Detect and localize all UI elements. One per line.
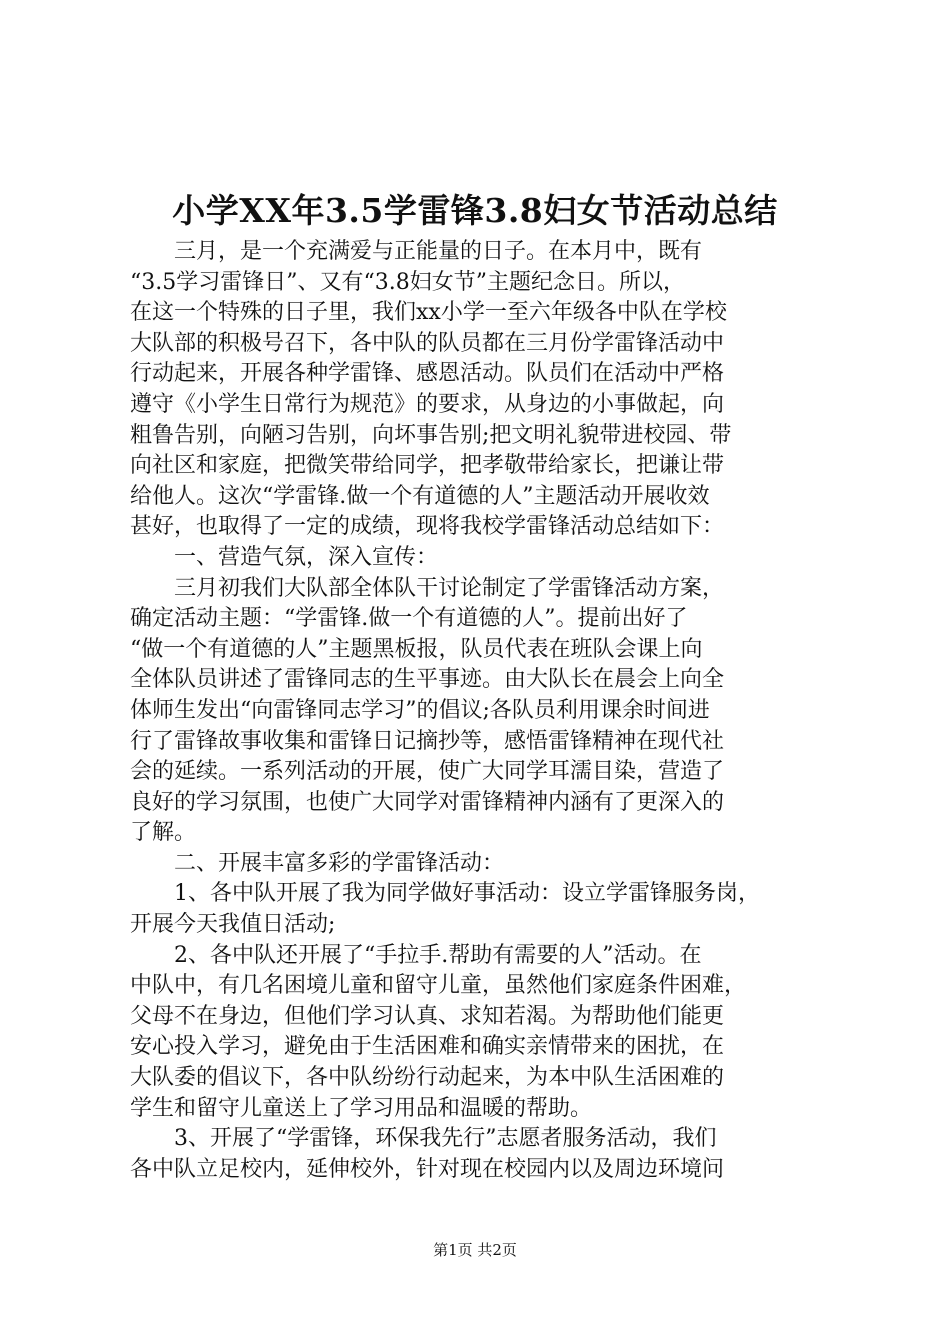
body-line: 3、开展了“学雷锋，环保我先行”志愿者服务活动，我们 — [130, 1126, 717, 1152]
document-body — [130, 237, 830, 1185]
body-line: 行了雷锋故事收集和雷锋日记摘抄等，感悟雷锋精神在现代社 — [130, 728, 725, 754]
section-heading: 二、开展丰富多彩的学雷锋活动： — [130, 850, 505, 876]
body-line: 父母不在身边，但他们学习认真、求知若渴。为帮助他们能更 — [130, 1003, 725, 1029]
body-line: 中队中，有几名困境儿童和留守儿童，虽然他们家庭条件困难， — [130, 973, 747, 999]
page-footer: 第1页 共2页 — [433, 1241, 517, 1259]
body-line: 三月，是一个充满爱与正能量的日子。在本月中，既有 — [130, 239, 703, 264]
body-line: 粗鲁告别，向陋习告别，向坏事告别;把文明礼貌带进校园、带 — [130, 422, 732, 448]
body-line: 给他人。这次“学雷锋.做一个有道德的人”主题活动开展收效 — [130, 483, 710, 509]
body-line: 遵守《小学生日常行为规范》的要求，从身边的小事做起，向 — [130, 391, 725, 417]
body-line: 甚好，也取得了一定的成绩，现将我校学雷锋活动总结如下： — [130, 514, 725, 540]
body-line: 体师生发出“向雷锋同志学习”的倡议;各队员利用课余时间进 — [130, 697, 710, 723]
body-line: 在这一个特殊的日子里，我们xx小学一至六年级各中队在学校 — [130, 300, 727, 326]
body-line: 确定活动主题：“学雷锋.做一个有道德的人”。提前出好了 — [130, 606, 688, 632]
body-line: “做一个有道德的人”主题黑板报，队员代表在班队会课上向 — [130, 636, 703, 662]
body-line: 1、各中队开展了我为同学做好事活动：设立学雷锋服务岗， — [130, 881, 760, 907]
body-line: 全体队员讲述了雷锋同志的生平事迹。由大队长在晨会上向全 — [130, 667, 725, 693]
body-line: 三月初我们大队部全体队干讨论制定了学雷锋活动方案， — [130, 575, 725, 601]
body-line: 开展今天我值日活动; — [130, 912, 336, 938]
body-line: 行动起来，开展各种学雷锋、感恩活动。队员们在活动中严格 — [130, 361, 725, 387]
body-line: 安心投入学习，避免由于生活困难和确实亲情带来的困扰，在 — [130, 1034, 725, 1060]
body-line: 学生和留守儿童送上了学习用品和温暖的帮助。 — [130, 1095, 593, 1121]
body-line: 了解。 — [130, 820, 197, 846]
body-line: 会的延续。一系列活动的开展，使广大同学耳濡目染，营造了 — [130, 759, 725, 785]
body-line: 向社区和家庭，把微笑带给同学，把孝敬带给家长，把谦让带 — [130, 453, 725, 479]
body-line: 良好的学习氛围，也使广大同学对雷锋精神内涵有了更深入的 — [130, 789, 725, 815]
body-line: 大队委的倡议下，各中队纷纷行动起来，为本中队生活困难的 — [130, 1065, 725, 1091]
document-title: 小学XX年3.5学雷锋3.8妇女节活动总结 — [172, 191, 778, 230]
body-line: 各中队立足校内，延伸校外，针对现在校园内以及周边环境问 — [130, 1156, 725, 1182]
body-line: 2、各中队还开展了“手拉手.帮助有需要的人”活动。在 — [130, 942, 702, 968]
section-heading: 一、营造气氛，深入宣传： — [130, 544, 439, 570]
body-line: 大队部的积极号召下，各中队的队员都在三月份学雷锋活动中 — [130, 330, 725, 356]
body-line: “3.5学习雷锋日”、又有“3.8妇女节”主题纪念日。所以， — [130, 269, 685, 295]
